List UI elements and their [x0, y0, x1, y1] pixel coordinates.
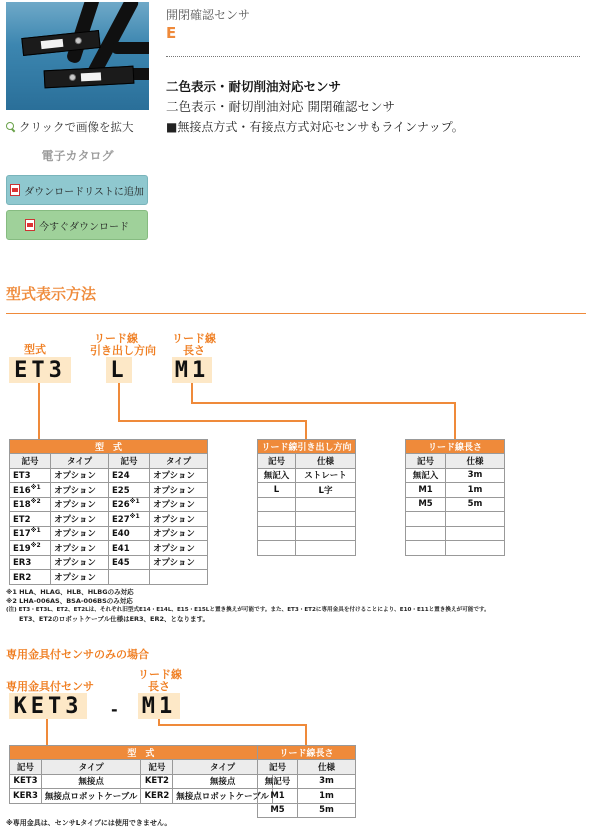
column-header: 仕様	[446, 454, 505, 469]
table-cell	[298, 789, 356, 804]
table-cell	[51, 512, 109, 527]
cell-text: L	[273, 484, 280, 495]
table-cell	[296, 483, 356, 498]
cell-text: ER2	[13, 572, 32, 583]
cell-text: 3m	[467, 470, 483, 481]
table-row	[258, 468, 356, 483]
magnifier-icon	[6, 122, 16, 132]
footnote: ※2 LHA-006AS、BSA-006BSのみ対応	[6, 597, 133, 605]
model-table	[9, 439, 208, 585]
connector-line	[46, 719, 48, 745]
table-cell	[108, 497, 149, 512]
cell-text: E45	[111, 558, 130, 569]
cell-text: M5	[270, 805, 285, 816]
column-header: 記号	[141, 760, 173, 775]
table-cell	[51, 497, 109, 512]
table-row	[406, 483, 505, 498]
table-cell	[406, 468, 446, 483]
footnote: ※1 HLA、HLAG、HLB、HLBGのみ対応	[6, 588, 134, 596]
cell-text: M1	[418, 484, 433, 495]
connector-line	[305, 724, 307, 745]
cell-text: E24	[111, 471, 130, 482]
table-cell	[150, 512, 208, 527]
cell-text: オプション	[54, 543, 96, 554]
bracket-length-table-title: リード線長さ	[258, 746, 356, 760]
footnote: ET3、ET2のロボットケーブル仕様はER3、ER2、となります。	[6, 615, 209, 623]
table-cell	[446, 497, 505, 512]
column-header: 記号	[258, 454, 296, 469]
table-row	[258, 541, 356, 556]
table-cell	[258, 541, 296, 556]
cell-text: オプション	[54, 529, 96, 540]
table-cell	[296, 468, 356, 483]
cell-text: E16	[13, 485, 31, 496]
caption-lead-direction-1: リード線	[94, 332, 138, 345]
table-cell	[298, 803, 356, 818]
table-row	[406, 526, 505, 541]
table-row	[406, 497, 505, 512]
product-subline: 二色表示・耐切削油対応 開閉確認センサ	[166, 99, 395, 114]
table-row	[10, 483, 208, 498]
table-row	[258, 497, 356, 512]
table-cell	[10, 774, 42, 789]
table-cell	[406, 526, 446, 541]
cell-text: E25	[111, 485, 130, 496]
model-table-title: 型 式	[10, 440, 208, 454]
pdf-icon	[10, 184, 20, 196]
connector-line	[118, 420, 306, 422]
table-row	[10, 541, 208, 556]
column-header: 記号	[406, 454, 446, 469]
table-cell	[258, 774, 298, 789]
cell-text: オプション	[54, 572, 96, 583]
code-box-length: M1	[172, 357, 212, 383]
cell-text: 無記号	[264, 777, 291, 788]
add-to-download-list-label: ダウンロードリストに追加	[24, 186, 144, 198]
cell-text: 5m	[319, 805, 334, 816]
table-cell	[41, 789, 141, 804]
column-header: タイプ	[51, 454, 109, 469]
footnote-mark: ※2	[30, 541, 41, 549]
table-row	[10, 789, 273, 804]
table-cell	[10, 570, 51, 585]
caption-lead-length-2: 長さ	[183, 344, 205, 357]
cell-text: オプション	[153, 514, 195, 525]
table-cell	[10, 555, 51, 570]
column-header: 記号	[10, 760, 42, 775]
cell-text: オプション	[54, 514, 96, 525]
cell-text: オプション	[153, 558, 195, 569]
table-cell	[258, 497, 296, 512]
connector-line	[454, 402, 456, 439]
table-cell	[406, 483, 446, 498]
cell-text: 1m	[319, 790, 334, 801]
table-cell	[141, 789, 173, 804]
caption-lead-direction-2: 引き出し方向	[90, 344, 156, 357]
cell-text: 無接点	[209, 777, 236, 788]
table-cell	[446, 526, 505, 541]
table-cell	[51, 541, 109, 556]
cell-text: ET3	[13, 471, 31, 482]
connector-line	[158, 724, 306, 726]
table-cell	[108, 541, 149, 556]
cell-text: KER3	[13, 790, 38, 801]
footnote: ※専用金具は、センサLタイプには使用できません。	[6, 819, 172, 827]
product-headline: 二色表示・耐切削油対応センサ	[166, 79, 342, 94]
table-cell	[296, 497, 356, 512]
table-cell	[10, 497, 51, 512]
table-row	[10, 468, 208, 483]
cell-text: E41	[111, 543, 130, 554]
table-cell	[150, 555, 208, 570]
cell-text: 無記入	[412, 471, 439, 482]
table-cell	[150, 570, 208, 585]
table-row	[10, 526, 208, 541]
zoom-link-label: クリックで画像を拡大	[19, 120, 134, 134]
cell-text: オプション	[153, 500, 195, 511]
connector-line	[305, 420, 307, 439]
column-header: 記号	[108, 454, 149, 469]
table-cell	[108, 526, 149, 541]
cell-text: M5	[418, 499, 433, 510]
cell-text: E18	[13, 500, 31, 511]
cell-text: KET3	[13, 776, 38, 787]
table-cell	[108, 483, 149, 498]
table-cell	[150, 468, 208, 483]
cell-text: E27	[111, 514, 130, 525]
caption-bracket-length-1: リード線	[138, 668, 182, 681]
table-cell	[446, 468, 505, 483]
table-cell	[10, 526, 51, 541]
table-cell	[446, 512, 505, 527]
column-header: 仕様	[298, 760, 356, 775]
table-cell	[108, 555, 149, 570]
cell-text: オプション	[54, 471, 96, 482]
footnote-mark: ※1	[129, 498, 140, 506]
table-cell	[150, 526, 208, 541]
table-cell	[141, 774, 173, 789]
footnote-mark: ※1	[30, 527, 41, 535]
connector-line	[191, 402, 455, 404]
table-row	[258, 803, 356, 818]
column-header: 記号	[258, 760, 298, 775]
table-cell	[406, 512, 446, 527]
table-row	[406, 541, 505, 556]
table-cell	[150, 483, 208, 498]
table-cell	[51, 555, 109, 570]
table-row	[258, 512, 356, 527]
direction-table	[257, 439, 356, 556]
cell-text: KET2	[144, 776, 169, 787]
code-separator: -	[111, 700, 118, 719]
connector-line	[118, 383, 120, 421]
table-row	[258, 526, 356, 541]
cell-text: L字	[318, 485, 333, 496]
table-cell	[296, 512, 356, 527]
bracket-section-title: 専用金具付センサのみの場合	[6, 648, 149, 661]
footnote-mark: ※2	[30, 498, 41, 506]
table-cell	[446, 483, 505, 498]
connector-line	[38, 383, 40, 439]
table-cell	[10, 468, 51, 483]
table-cell	[258, 789, 298, 804]
section-title-model-format: 型式表示方法	[6, 285, 97, 303]
column-header: タイプ	[150, 454, 208, 469]
cell-text: 無記入	[263, 471, 290, 482]
length-table	[405, 439, 505, 556]
table-cell	[406, 541, 446, 556]
product-note: ■無接点方式・有接点方式対応センサもラインナップ。	[166, 120, 464, 134]
pdf-icon	[25, 219, 35, 231]
cell-text: E17	[13, 529, 31, 540]
add-to-download-list-button[interactable]	[6, 175, 148, 205]
table-cell	[51, 468, 109, 483]
table-cell	[10, 512, 51, 527]
table-cell	[108, 468, 149, 483]
table-cell	[41, 774, 141, 789]
table-row	[10, 774, 273, 789]
table-cell	[296, 526, 356, 541]
cell-text: オプション	[153, 543, 195, 554]
cell-text: 1m	[467, 484, 483, 495]
table-cell	[10, 541, 51, 556]
product-category: 開閉確認センサ	[166, 8, 251, 22]
table-cell	[51, 483, 109, 498]
section-rule	[6, 313, 586, 314]
code-box-bracket-model: KET3	[9, 693, 87, 719]
cell-text: オプション	[153, 485, 195, 496]
cell-text: E40	[111, 529, 130, 540]
cell-text: ER3	[13, 558, 32, 569]
table-row	[406, 512, 505, 527]
cell-text: オプション	[54, 485, 96, 496]
bracket-model-table	[9, 745, 273, 804]
table-cell	[258, 512, 296, 527]
table-cell	[51, 526, 109, 541]
footnote: (注) ET3・ET3L、ET2、ET2Lは、それぞれ旧型式E14・E14L、E15・E15Lと置き換えが可能です。また、ET3・ET2に専用金具を付けることにより、E10・E11と置き換えが可能です。	[6, 607, 490, 613]
caption-model: 型式	[24, 343, 46, 356]
caption-bracket-length-2: 長さ	[148, 680, 170, 693]
length-table-title: リード線長さ	[406, 440, 505, 454]
table-cell	[258, 468, 296, 483]
bracket-model-table-title: 型 式	[10, 746, 273, 760]
table-cell	[150, 497, 208, 512]
code-box-model: ET3	[9, 357, 71, 383]
table-cell	[258, 526, 296, 541]
cell-text: オプション	[153, 529, 195, 540]
cell-text: 無接点ロボットケーブル	[44, 791, 138, 802]
column-header: 記号	[10, 454, 51, 469]
footnote-mark: ※1	[30, 483, 41, 491]
cell-text: オプション	[153, 471, 195, 482]
cell-text: ストレート	[304, 471, 347, 482]
caption-lead-length-1: リード線	[172, 332, 216, 345]
cell-text: オプション	[54, 500, 96, 511]
cell-text: 3m	[319, 776, 334, 787]
direction-table-title: リード線引き出し方向	[258, 440, 356, 454]
column-header: 仕様	[296, 454, 356, 469]
table-row	[258, 774, 356, 789]
product-image[interactable]	[6, 2, 149, 110]
footnote-mark: ※1	[129, 512, 140, 520]
code-box-bracket-length: M1	[138, 693, 180, 719]
table-cell	[296, 541, 356, 556]
column-header: タイプ	[173, 760, 273, 775]
cell-text: 無接点	[78, 777, 104, 788]
table-row	[10, 570, 208, 585]
table-row	[258, 789, 356, 804]
cell-text: M1	[270, 790, 285, 801]
table-cell	[150, 541, 208, 556]
zoom-image-link[interactable]	[6, 119, 134, 135]
product-series: E	[166, 24, 177, 42]
cell-text: ET2	[13, 514, 31, 525]
divider	[166, 56, 580, 57]
code-box-direction: L	[106, 357, 132, 383]
download-now-label: 今すぐダウンロード	[39, 221, 129, 233]
cell-text: オプション	[54, 558, 96, 569]
table-row	[10, 512, 208, 527]
table-row	[10, 555, 208, 570]
cell-text: 5m	[467, 499, 483, 510]
cell-text: E19	[13, 543, 31, 554]
table-row	[258, 483, 356, 498]
connector-line	[191, 383, 193, 403]
table-cell	[108, 570, 149, 585]
cell-text: 無接点ロボットケーブル	[176, 791, 269, 802]
cell-text: E26	[111, 500, 130, 511]
bracket-length-table	[257, 745, 356, 818]
download-now-button[interactable]	[6, 210, 148, 240]
e-catalog-label: 電子カタログ	[41, 149, 114, 163]
table-cell	[51, 570, 109, 585]
column-header: タイプ	[41, 760, 141, 775]
table-cell	[108, 512, 149, 527]
table-row	[406, 468, 505, 483]
cell-text: KER2	[144, 790, 170, 801]
table-cell	[258, 483, 296, 498]
table-row	[10, 497, 208, 512]
table-cell	[446, 541, 505, 556]
table-cell	[406, 497, 446, 512]
table-cell	[10, 789, 42, 804]
table-cell	[10, 483, 51, 498]
table-cell	[258, 803, 298, 818]
caption-bracket-sensor: 専用金具付センサ	[6, 680, 94, 693]
table-cell	[298, 774, 356, 789]
